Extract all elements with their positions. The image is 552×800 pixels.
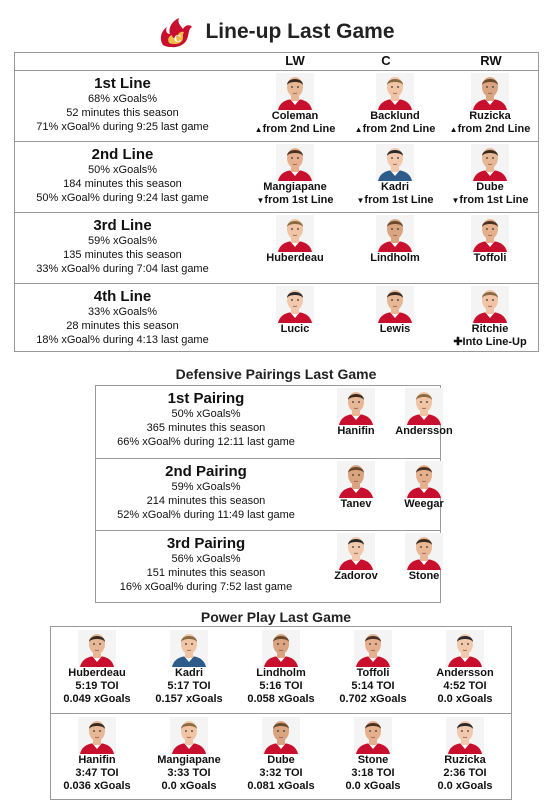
forward-line-row [15,283,538,353]
player-name: Lewis [379,323,411,335]
player-name: Mangiapane [263,181,327,193]
player-move-text: Into Line-Up [462,336,527,348]
line-info [15,71,230,141]
defense-section-title: Defensive Pairings Last Game [175,366,377,382]
player-headshot [276,286,314,323]
line-title: 4th Line [93,288,152,305]
pair-xgoals: 50% xGoals% [171,408,241,420]
defense-pair-row [96,458,444,530]
player-move-note [440,123,540,136]
player-toi: 5:14 TOI [351,680,395,692]
player-xgoals: 0.0 xGoals [437,693,493,705]
power-play-player [235,627,327,706]
defense-pairings-table [95,385,453,603]
defense-pair-row [96,386,453,458]
player-xgoals: 0.036 xGoals [63,780,131,792]
player-move-text: from 1st Line [264,194,334,206]
power-play-player [51,627,143,706]
line-xgoals: 33% xGoals% [87,306,158,318]
player-name: Lucic [280,323,310,335]
power-play-row [51,627,511,713]
player-xgoals: 0.049 xGoals [63,693,131,705]
player-name: Lindholm [256,667,306,679]
player-card [245,142,345,212]
player-headshot [262,717,300,754]
player-headshot [262,630,300,667]
player-card [440,71,540,141]
player-headshot [405,461,443,498]
line-minutes: 52 minutes this season [66,107,179,119]
player-move-note [440,336,540,349]
player-headshot [337,461,375,498]
forward-line-row [15,141,538,212]
player-name: Hanifin [78,754,116,766]
line-title: 3rd Line [93,217,152,234]
player-name: Toffoli [473,252,507,264]
svg-text:C: C [174,35,182,45]
player-toi: 2:36 TOI [443,767,487,779]
player-card [245,71,345,141]
pair-last-game: 66% xGoal% during 12:11 last game [117,436,295,448]
player-card [245,284,345,353]
player-move-note [345,123,445,136]
player-name: Ruzicka [444,754,486,766]
player-xgoals: 0.058 xGoals [247,693,315,705]
column-header-c: C [381,53,391,68]
column-header-lw: LW [285,53,305,68]
player-xgoals: 0.0 xGoals [345,780,401,792]
pair-title: 2nd Pairing [165,463,247,480]
player-headshot [78,630,116,667]
player-headshot [471,144,509,181]
player-name: Ritchie [471,323,509,335]
pair-title: 1st Pairing [167,390,245,407]
player-card [440,284,540,353]
player-name: Lindholm [370,252,420,264]
player-headshot [337,533,375,570]
player-headshot [471,286,509,323]
player-xgoals: 0.0 xGoals [437,780,493,792]
line-last-game: 50% xGoal% during 9:24 last game [36,192,209,204]
player-card [245,213,345,283]
pair-minutes: 214 minutes this season [146,495,266,507]
player-headshot [354,630,392,667]
line-minutes: 28 minutes this season [66,320,179,332]
pair-xgoals: 59% xGoals% [171,481,241,493]
arrow-down-icon: ▼ [256,196,265,205]
player-headshot [376,215,414,252]
line-minutes: 135 minutes this season [63,249,182,261]
forward-line-row [15,212,538,283]
player-name: Tanev [340,498,372,510]
pair-title: 3rd Pairing [166,535,246,552]
header [0,14,552,50]
line-title: 1st Line [94,75,151,92]
player-headshot [471,73,509,110]
power-play-player [419,627,511,706]
line-info [15,284,230,353]
player-headshot [170,630,208,667]
player-headshot [337,388,375,425]
pair-last-game: 52% xGoal% during 11:49 last game [117,509,295,521]
player-name: Dube [476,181,504,193]
player-toi: 3:47 TOI [75,767,119,779]
player-toi: 4:52 TOI [443,680,487,692]
player-toi: 5:16 TOI [259,680,303,692]
player-move-note [440,194,540,207]
line-xgoals: 50% xGoals% [87,164,158,176]
arrow-down-icon: ▼ [356,196,365,205]
player-name: Kadri [380,181,410,193]
power-play-player [419,714,511,793]
pair-minutes: 151 minutes this season [146,567,266,579]
player-headshot [405,388,443,425]
defense-player-card [324,531,388,583]
pair-info [96,459,316,522]
plus-icon: ✚ [453,336,463,348]
power-play-player [143,714,235,793]
defense-player-card [392,459,456,511]
line-minutes: 184 minutes this season [63,178,182,190]
arrow-down-icon: ▼ [451,196,460,205]
forward-line-row [15,70,538,141]
pair-minutes: 365 minutes this season [146,422,266,434]
player-name: Andersson [395,425,453,437]
player-name: Stone [408,570,440,582]
player-name: Mangiapane [157,754,221,766]
line-info [15,213,230,283]
player-card [345,213,445,283]
player-move-text: from 1st Line [364,194,434,206]
player-headshot [376,73,414,110]
defense-player-card [392,531,456,583]
player-xgoals: 0.702 xGoals [339,693,407,705]
player-card [440,142,540,212]
player-headshot [376,144,414,181]
player-headshot [446,630,484,667]
player-headshot [78,717,116,754]
player-move-text: from 2nd Line [262,123,336,135]
line-info [15,142,230,212]
player-name: Ruzicka [469,110,511,122]
player-name: Toffoli [356,667,390,679]
forward-lines-table [14,52,539,352]
pair-last-game: 16% xGoal% during 7:52 last game [119,581,293,593]
player-name: Huberdeau [68,667,126,679]
player-headshot [276,215,314,252]
power-play-player [235,714,327,793]
player-xgoals: 0.0 xGoals [161,780,217,792]
flames-logo [157,15,195,49]
player-name: Backlund [370,110,420,122]
column-headers [15,53,538,69]
player-move-text: from 2nd Line [457,123,531,135]
power-play-player [51,714,143,793]
player-move-text: from 2nd Line [362,123,436,135]
power-play-player [327,627,419,706]
player-xgoals: 0.081 xGoals [247,780,315,792]
player-toi: 5:17 TOI [167,680,211,692]
line-title: 2nd Line [91,146,154,163]
player-name: Kadri [174,667,204,679]
defense-player-card [324,386,388,438]
arrow-up-icon: ▲ [254,125,263,134]
player-name: Stone [357,754,389,766]
line-last-game: 18% xGoal% during 4:13 last game [36,334,209,346]
player-name: Huberdeau [266,252,324,264]
page-title: Line-up Last Game [205,20,395,43]
player-toi: 3:33 TOI [167,767,211,779]
defense-player-card [392,386,456,438]
player-move-note [245,123,345,136]
player-card [345,71,445,141]
line-last-game: 33% xGoal% during 7:04 last game [36,263,209,275]
line-xgoals: 59% xGoals% [87,235,158,247]
player-headshot [405,533,443,570]
player-headshot [170,717,208,754]
player-toi: 3:18 TOI [351,767,395,779]
defense-player-card [324,459,388,511]
player-name: Weegar [404,498,444,510]
player-headshot [471,215,509,252]
player-name: Hanifin [337,425,375,437]
player-xgoals: 0.157 xGoals [155,693,223,705]
player-card [345,284,445,353]
player-move-note [245,194,345,207]
player-headshot [276,144,314,181]
player-name: Zadorov [334,570,378,582]
player-toi: 5:19 TOI [75,680,119,692]
player-name: Andersson [436,667,494,679]
power-play-row [51,713,511,799]
pair-info [96,386,316,449]
player-card [440,213,540,283]
power-play-section-title: Power Play Last Game [200,609,352,625]
arrow-up-icon: ▲ [354,125,363,134]
column-header-rw: RW [480,53,502,68]
player-card [345,142,445,212]
player-name: Dube [267,754,295,766]
player-toi: 3:32 TOI [259,767,303,779]
pair-xgoals: 56% xGoals% [171,553,241,565]
player-move-text: from 1st Line [459,194,529,206]
player-headshot [376,286,414,323]
pair-info [96,531,316,594]
player-headshot [276,73,314,110]
line-last-game: 71% xGoal% during 9:25 last game [36,121,209,133]
power-play-player [143,627,235,706]
power-play-player [327,714,419,793]
player-move-note [345,194,445,207]
player-headshot [446,717,484,754]
arrow-up-icon: ▲ [449,125,458,134]
power-play-table [50,626,512,800]
player-headshot [354,717,392,754]
player-name: Coleman [271,110,319,122]
line-xgoals: 68% xGoals% [87,93,158,105]
defense-pair-row [96,530,440,602]
